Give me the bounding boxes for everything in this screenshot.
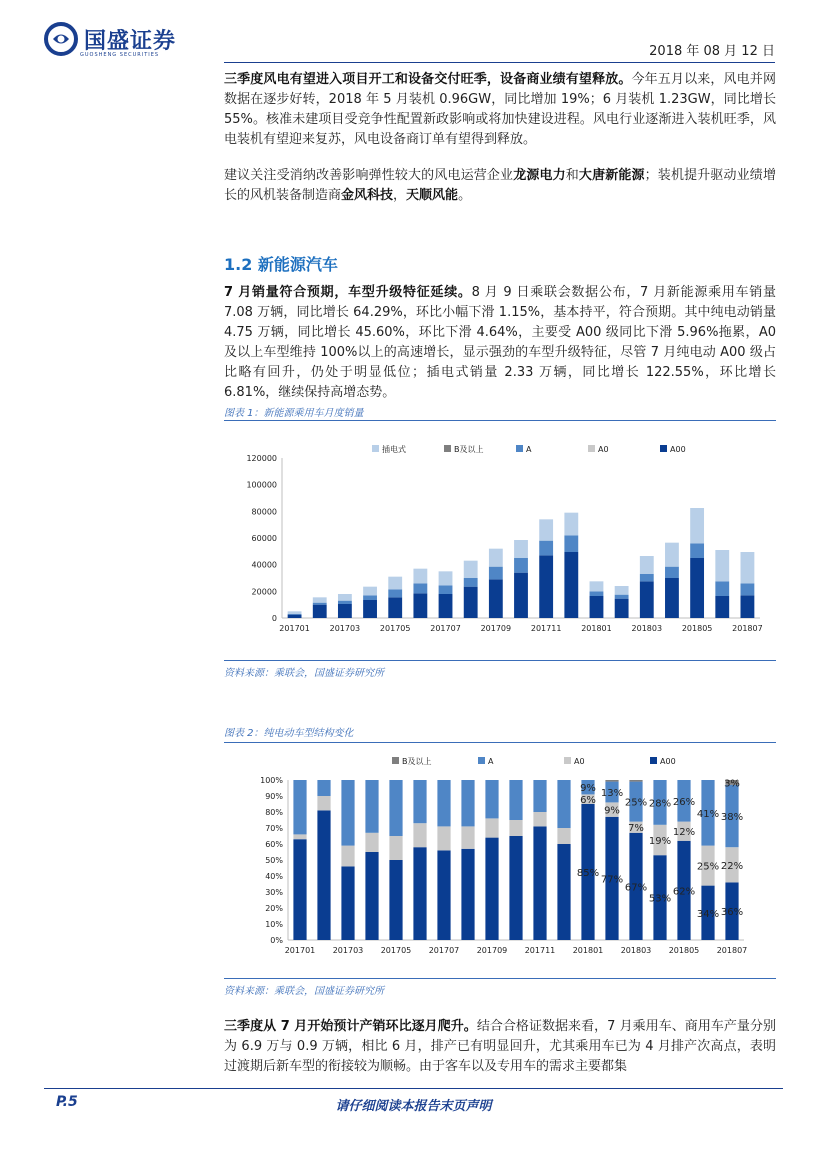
legend-swatch bbox=[660, 445, 667, 452]
legend-swatch bbox=[516, 445, 523, 452]
figure-1-source: 资料来源：乘联会，国盛证券研究所 bbox=[224, 668, 384, 679]
x-tick-label: 201709 bbox=[476, 946, 508, 955]
y-tick-label: 10% bbox=[265, 920, 283, 929]
bar-segment bbox=[514, 540, 528, 558]
bar-segment bbox=[461, 780, 474, 826]
data-label: 9% bbox=[580, 783, 596, 795]
figure-1-rule bbox=[224, 420, 776, 421]
bar-segment bbox=[590, 591, 604, 596]
bar-segment bbox=[388, 577, 402, 590]
bar-segment bbox=[590, 581, 604, 591]
guosheng-logo-icon bbox=[44, 22, 78, 56]
monthly-sales-chart bbox=[224, 424, 776, 656]
bar-segment bbox=[464, 561, 478, 578]
bar-segment bbox=[389, 780, 402, 836]
bar-segment bbox=[690, 543, 704, 558]
bar-segment bbox=[514, 558, 528, 573]
bar-segment bbox=[665, 567, 679, 578]
bar-segment bbox=[389, 836, 402, 860]
data-label: 6% bbox=[580, 795, 596, 807]
bar-segment bbox=[605, 780, 618, 782]
bar-segment bbox=[665, 543, 679, 567]
x-tick-label: 201805 bbox=[668, 946, 700, 955]
bar-segment bbox=[640, 581, 654, 618]
legend-swatch bbox=[478, 757, 485, 764]
bar-segment bbox=[413, 593, 427, 618]
bar-segment bbox=[439, 571, 453, 585]
bar-segment bbox=[288, 615, 302, 618]
bar-segment bbox=[557, 780, 570, 828]
x-tick-label: 201701 bbox=[284, 946, 316, 955]
bar-segment bbox=[715, 550, 729, 581]
data-label: 85% bbox=[576, 868, 600, 879]
data-label: 34% bbox=[696, 908, 720, 920]
paragraph-lead: 7 月销量符合预期，车型升级特征延续。 bbox=[224, 285, 472, 300]
data-label: 62% bbox=[672, 886, 696, 898]
bar-segment bbox=[439, 585, 453, 594]
bar-segment bbox=[389, 860, 402, 940]
legend-swatch bbox=[444, 445, 451, 452]
bar-segment bbox=[485, 818, 498, 837]
paragraph-body: 今年五月以来，风电并网数据在逐步好转，2018 年 5 月装机 0.96GW，同比增加 19%；6 月装机 1.23GW，同比增长 55%。核准未建项目受竞争性配置新政影响或将加快建设进程。风电行业逐渐进入装机旺季，风电装机有望迎来复苏，风电设备商订单有望得到释放。 bbox=[224, 72, 776, 147]
data-label: 28% bbox=[648, 798, 672, 810]
data-label: 77% bbox=[600, 874, 624, 886]
legend-label: B及以上 bbox=[454, 445, 484, 454]
bar-segment bbox=[341, 846, 354, 867]
legend-swatch bbox=[588, 445, 595, 452]
bar-segment bbox=[564, 535, 578, 552]
page-number: P.5 bbox=[56, 1094, 78, 1110]
bar-segment bbox=[640, 556, 654, 574]
y-tick-label: 50% bbox=[265, 856, 283, 865]
bar-segment bbox=[485, 838, 498, 940]
footer-rule bbox=[44, 1088, 783, 1089]
y-tick-label: 100000 bbox=[246, 480, 277, 490]
stock-name: 天顺风能 bbox=[406, 188, 459, 203]
bar-segment bbox=[313, 603, 327, 605]
legend-label: 插电式 bbox=[382, 445, 406, 454]
bar-segment bbox=[288, 614, 302, 615]
y-tick-label: 90% bbox=[265, 792, 283, 801]
x-tick-label: 201705 bbox=[379, 624, 411, 633]
bar-segment bbox=[413, 569, 427, 584]
y-tick-label: 80000 bbox=[251, 507, 277, 517]
header-rule bbox=[224, 62, 775, 63]
bar-segment bbox=[564, 552, 578, 618]
x-tick-label: 201705 bbox=[380, 946, 412, 955]
bar-segment bbox=[363, 587, 377, 596]
x-tick-label: 201703 bbox=[329, 624, 361, 633]
bar-segment bbox=[640, 574, 654, 581]
data-label: 26% bbox=[672, 796, 696, 808]
x-tick-label: 201803 bbox=[631, 624, 663, 633]
bar-segment bbox=[564, 513, 578, 536]
x-tick-label: 201711 bbox=[530, 624, 562, 633]
data-label: 25% bbox=[624, 797, 648, 809]
y-tick-label: 40% bbox=[265, 872, 283, 881]
y-tick-label: 70% bbox=[265, 824, 283, 833]
bar-segment bbox=[293, 839, 306, 940]
bar-segment bbox=[464, 578, 478, 587]
bar-segment bbox=[437, 826, 450, 850]
legend-label: A0 bbox=[574, 757, 585, 766]
bar-segment bbox=[539, 519, 553, 540]
data-label: 38% bbox=[720, 812, 744, 823]
legend-label: B及以上 bbox=[402, 757, 432, 766]
y-tick-label: 30% bbox=[265, 888, 283, 897]
data-label: 7% bbox=[628, 823, 644, 835]
bar-segment bbox=[365, 833, 378, 852]
legend-swatch bbox=[564, 757, 571, 764]
paragraph-lead: 三季度风电有望进入项目开工和设备交付旺季，设备商业绩有望释放。 bbox=[224, 72, 632, 87]
x-tick-label: 201709 bbox=[480, 624, 512, 633]
legend-swatch bbox=[372, 445, 379, 452]
data-label: 19% bbox=[648, 836, 672, 847]
y-tick-label: 60% bbox=[265, 840, 283, 849]
company-name-en: GUOSHENG SECURITIES bbox=[80, 52, 160, 58]
bar-segment bbox=[665, 578, 679, 618]
company-logo bbox=[44, 22, 176, 56]
legend-swatch bbox=[392, 757, 399, 764]
bar-segment bbox=[557, 828, 570, 844]
bar-segment bbox=[489, 579, 503, 618]
legend-swatch bbox=[650, 757, 657, 764]
x-tick-label: 201701 bbox=[279, 624, 310, 633]
bar-segment bbox=[317, 780, 330, 796]
legend-label: A0 bbox=[598, 445, 609, 454]
bar-segment bbox=[489, 567, 503, 580]
bar-segment bbox=[509, 820, 522, 836]
legend-label: A bbox=[526, 445, 532, 454]
bar-segment bbox=[690, 508, 704, 543]
y-tick-label: 0% bbox=[270, 936, 283, 945]
bar-segment bbox=[338, 604, 352, 618]
y-tick-label: 0 bbox=[271, 614, 277, 623]
bar-segment bbox=[317, 810, 330, 940]
figure-1-bottom-rule bbox=[224, 660, 776, 661]
bar-segment bbox=[539, 541, 553, 556]
stock-name: 龙源电力 bbox=[513, 168, 566, 183]
bar-segment bbox=[413, 583, 427, 593]
bar-segment bbox=[557, 844, 570, 940]
figure-2-title: 图表 2：纯电动车型结构变化 bbox=[224, 728, 354, 739]
x-tick-label: 201807 bbox=[732, 624, 763, 633]
figure-1-title: 图表 1：新能源乘用车月度销量 bbox=[224, 408, 364, 419]
bar-segment bbox=[509, 780, 522, 820]
paragraph-lead: 三季度从 7 月开始预计产销环比逐月爬升。 bbox=[224, 1019, 477, 1034]
bar-segment bbox=[629, 780, 642, 782]
x-tick-label: 201805 bbox=[681, 624, 713, 633]
bar-segment bbox=[388, 597, 402, 618]
figure-2-source: 资料来源：乘联会，国盛证券研究所 bbox=[224, 986, 384, 997]
stock-name: 金风科技 bbox=[341, 188, 394, 203]
stock-name: 大唐新能源 bbox=[578, 168, 645, 183]
y-tick-label: 20000 bbox=[251, 587, 277, 597]
data-label: 9% bbox=[604, 805, 620, 817]
bar-segment bbox=[489, 549, 503, 567]
bar-segment bbox=[715, 596, 729, 618]
data-label: 41% bbox=[696, 808, 720, 820]
y-tick-label: 20% bbox=[265, 904, 283, 913]
bar-segment bbox=[388, 589, 402, 597]
bar-segment bbox=[341, 866, 354, 940]
bev-structure-chart bbox=[224, 746, 776, 970]
paragraph-recommendation: 建议关注受消纳改善影响弹性较大的风电运营企业龙源电力和大唐新能源；装机提升驱动业绩增长的风机装备制造商金风科技，天顺风能。 bbox=[224, 168, 776, 203]
data-label: 25% bbox=[696, 861, 720, 873]
bar-segment bbox=[439, 594, 453, 618]
legend-label: A00 bbox=[660, 757, 676, 766]
bar-segment bbox=[509, 836, 522, 940]
y-tick-label: 60000 bbox=[251, 534, 277, 543]
bar-segment bbox=[341, 780, 354, 846]
figure-2-rule bbox=[224, 742, 776, 743]
paragraph-body: 8 月 9 日乘联会数据公布，7 月新能源乘用车销量 7.08 万辆，同比增长 64.29%，环比小幅下滑 1.15%，基本持平，符合预期。其中纯电动销量 4.75 万辆，同比增长 45.60%，环比下滑 4.64%，主要受 A00 级同比下滑 5.96%拖累，A0 及以上车型维持 100%以上的高速增长，显示强劲的车型升级特征，尽管 7 月纯电动 A00 级占比略有回升，仍处于明显低位；插电式销量 2.33 万辆，同比增长 122.55%，环比增长 6.81%，继续保持高增态势。 bbox=[224, 285, 777, 400]
bar-segment bbox=[338, 594, 352, 601]
x-tick-label: 201703 bbox=[332, 946, 364, 955]
bar-segment bbox=[741, 552, 755, 583]
bar-segment bbox=[363, 600, 377, 618]
bar-segment bbox=[615, 599, 629, 618]
footer-disclaimer: 请仔细阅读本报告末页声明 bbox=[335, 1099, 492, 1114]
data-label: 22% bbox=[720, 860, 744, 872]
x-tick-label: 201807 bbox=[716, 946, 748, 955]
report-date: 2018 年 08 月 12 日 bbox=[649, 44, 775, 59]
bar-segment bbox=[313, 605, 327, 618]
bar-segment bbox=[317, 796, 330, 810]
bar-segment bbox=[514, 573, 528, 618]
bar-segment bbox=[437, 780, 450, 826]
paragraph-body: 结合合格证数据来看，7 月乘用车、商用车产量分别为 6.9 万与 0.9 万辆，相比 6 月，排产已有明显回升，尤其乘用车已为 4 月排产次高点，表明过渡期后新车型的衔接较为顺畅。由于客车以及专用车的需求主要都集 bbox=[224, 1019, 776, 1074]
bar-segment bbox=[293, 834, 306, 839]
section-title: 1.2 新能源汽车 bbox=[224, 255, 338, 274]
bar-segment bbox=[413, 823, 426, 847]
bar-segment bbox=[715, 581, 729, 596]
bar-segment bbox=[741, 595, 755, 618]
data-label: 36% bbox=[720, 907, 744, 919]
x-tick-label: 201803 bbox=[620, 946, 652, 955]
bar-segment bbox=[590, 596, 604, 618]
bar-segment bbox=[461, 826, 474, 848]
figure-2-bottom-rule bbox=[224, 978, 776, 979]
y-tick-label: 40000 bbox=[251, 560, 277, 570]
paragraph-wind-power bbox=[224, 70, 776, 150]
company-name: 国盛证券 bbox=[84, 28, 177, 54]
data-label: 3% bbox=[724, 778, 740, 790]
data-label: 13% bbox=[600, 788, 624, 799]
bar-segment bbox=[365, 780, 378, 833]
data-label: 12% bbox=[672, 827, 696, 839]
x-tick-label: 201801 bbox=[572, 946, 604, 955]
bar-segment bbox=[365, 852, 378, 940]
bar-segment bbox=[690, 558, 704, 618]
legend-label: A00 bbox=[670, 445, 686, 454]
bar-segment bbox=[464, 587, 478, 618]
bar-segment bbox=[485, 780, 498, 818]
bar-segment bbox=[363, 595, 377, 600]
bar-segment bbox=[461, 849, 474, 940]
bar-segment bbox=[413, 847, 426, 940]
y-tick-label: 100% bbox=[260, 776, 283, 785]
bar-segment bbox=[288, 611, 302, 614]
bar-segment bbox=[615, 586, 629, 595]
x-tick-label: 201707 bbox=[430, 624, 461, 633]
bar-segment bbox=[338, 601, 352, 604]
bar-segment bbox=[533, 826, 546, 940]
paragraph-nev-sales bbox=[224, 283, 776, 403]
data-label: 67% bbox=[624, 882, 648, 894]
bar-segment bbox=[533, 812, 546, 826]
bar-segment bbox=[413, 780, 426, 823]
bar-segment bbox=[741, 583, 755, 595]
bar-segment bbox=[539, 555, 553, 618]
x-tick-label: 201801 bbox=[581, 624, 612, 633]
bar-segment bbox=[437, 850, 450, 940]
data-label: 53% bbox=[648, 893, 672, 905]
bar-segment bbox=[293, 780, 306, 834]
bar-segment bbox=[615, 595, 629, 599]
legend-label: A bbox=[488, 757, 494, 766]
bar-segment bbox=[533, 780, 546, 812]
x-tick-label: 201707 bbox=[428, 946, 460, 955]
y-tick-label: 120000 bbox=[246, 454, 277, 463]
x-tick-label: 201711 bbox=[524, 946, 556, 955]
paragraph-production bbox=[224, 1017, 776, 1077]
y-tick-label: 80% bbox=[265, 808, 283, 817]
bar-segment bbox=[313, 597, 327, 602]
